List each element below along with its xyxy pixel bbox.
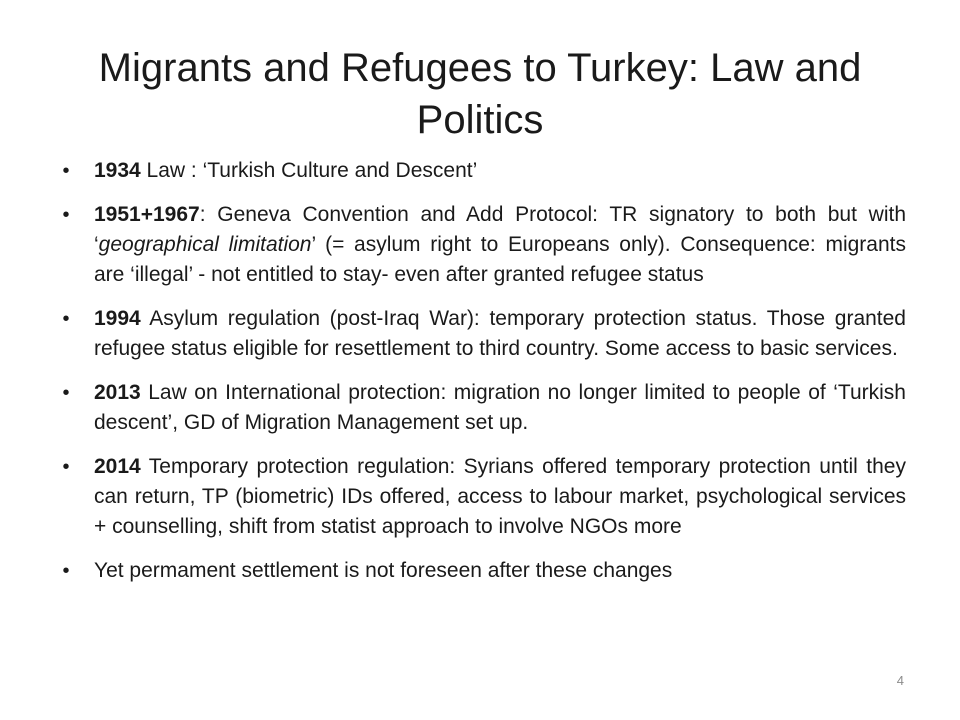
bullet-dot-icon: • xyxy=(62,308,70,330)
bullet-1934-law xyxy=(56,156,906,186)
bullet-geneva-convention xyxy=(56,200,906,290)
bullet-text: Asylum regulation (post-Iraq War): temporary protection status. Those granted refugee status eligible for resettlement to third country. Some access to basic services. xyxy=(94,307,906,360)
bullet-list xyxy=(56,156,906,600)
bullet-dot-icon: • xyxy=(62,560,70,582)
bullet-dot-icon: • xyxy=(62,204,70,226)
bullet-dot-icon: • xyxy=(62,382,70,404)
slide-title: Migrants and Refugees to Turkey: Law and Politics xyxy=(98,46,862,142)
bullet-year: 1994 xyxy=(94,307,141,330)
bullet-year: 1951+1967 xyxy=(94,203,200,226)
bullet-year: 2014 xyxy=(94,455,141,478)
bullet-text-continued: ’ (= asylum right to Europeans only). Consequence: migrants are ‘illegal’ - not entitled to stay- even after granted refugee status xyxy=(94,233,906,286)
bullet-text: : Geneva Convention and Add Protocol: TR signatory to both but with ‘ xyxy=(94,203,906,256)
bullet-italic-term: geographical limitation xyxy=(98,233,312,256)
bullet-text: Temporary protection regulation: Syrians offered temporary protection until they can return, TP (biometric) IDs offered, access to labour market, psychological services + counselling, shift from statist approach to involve NGOs more xyxy=(94,455,906,538)
bullet-2014-regulation xyxy=(56,452,906,542)
bullet-2013-law xyxy=(56,378,906,438)
bullet-text: Law on International protection: migration no longer limited to people of ‘Turkish descent’, GD of Migration Management set up. xyxy=(94,381,906,434)
bullet-dot-icon: • xyxy=(62,456,70,478)
bullet-text: Yet permament settlement is not foreseen after these changes xyxy=(94,559,673,582)
bullet-settlement-note xyxy=(56,556,906,586)
bullet-year: 2013 xyxy=(94,381,141,404)
bullet-dot-icon: • xyxy=(62,160,70,182)
slide-number: 4 xyxy=(896,673,904,688)
bullet-year: 1934 xyxy=(94,159,141,182)
bullet-text: Law : ‘Turkish Culture and Descent’ xyxy=(140,159,478,182)
bullet-1994-asylum xyxy=(56,304,906,364)
